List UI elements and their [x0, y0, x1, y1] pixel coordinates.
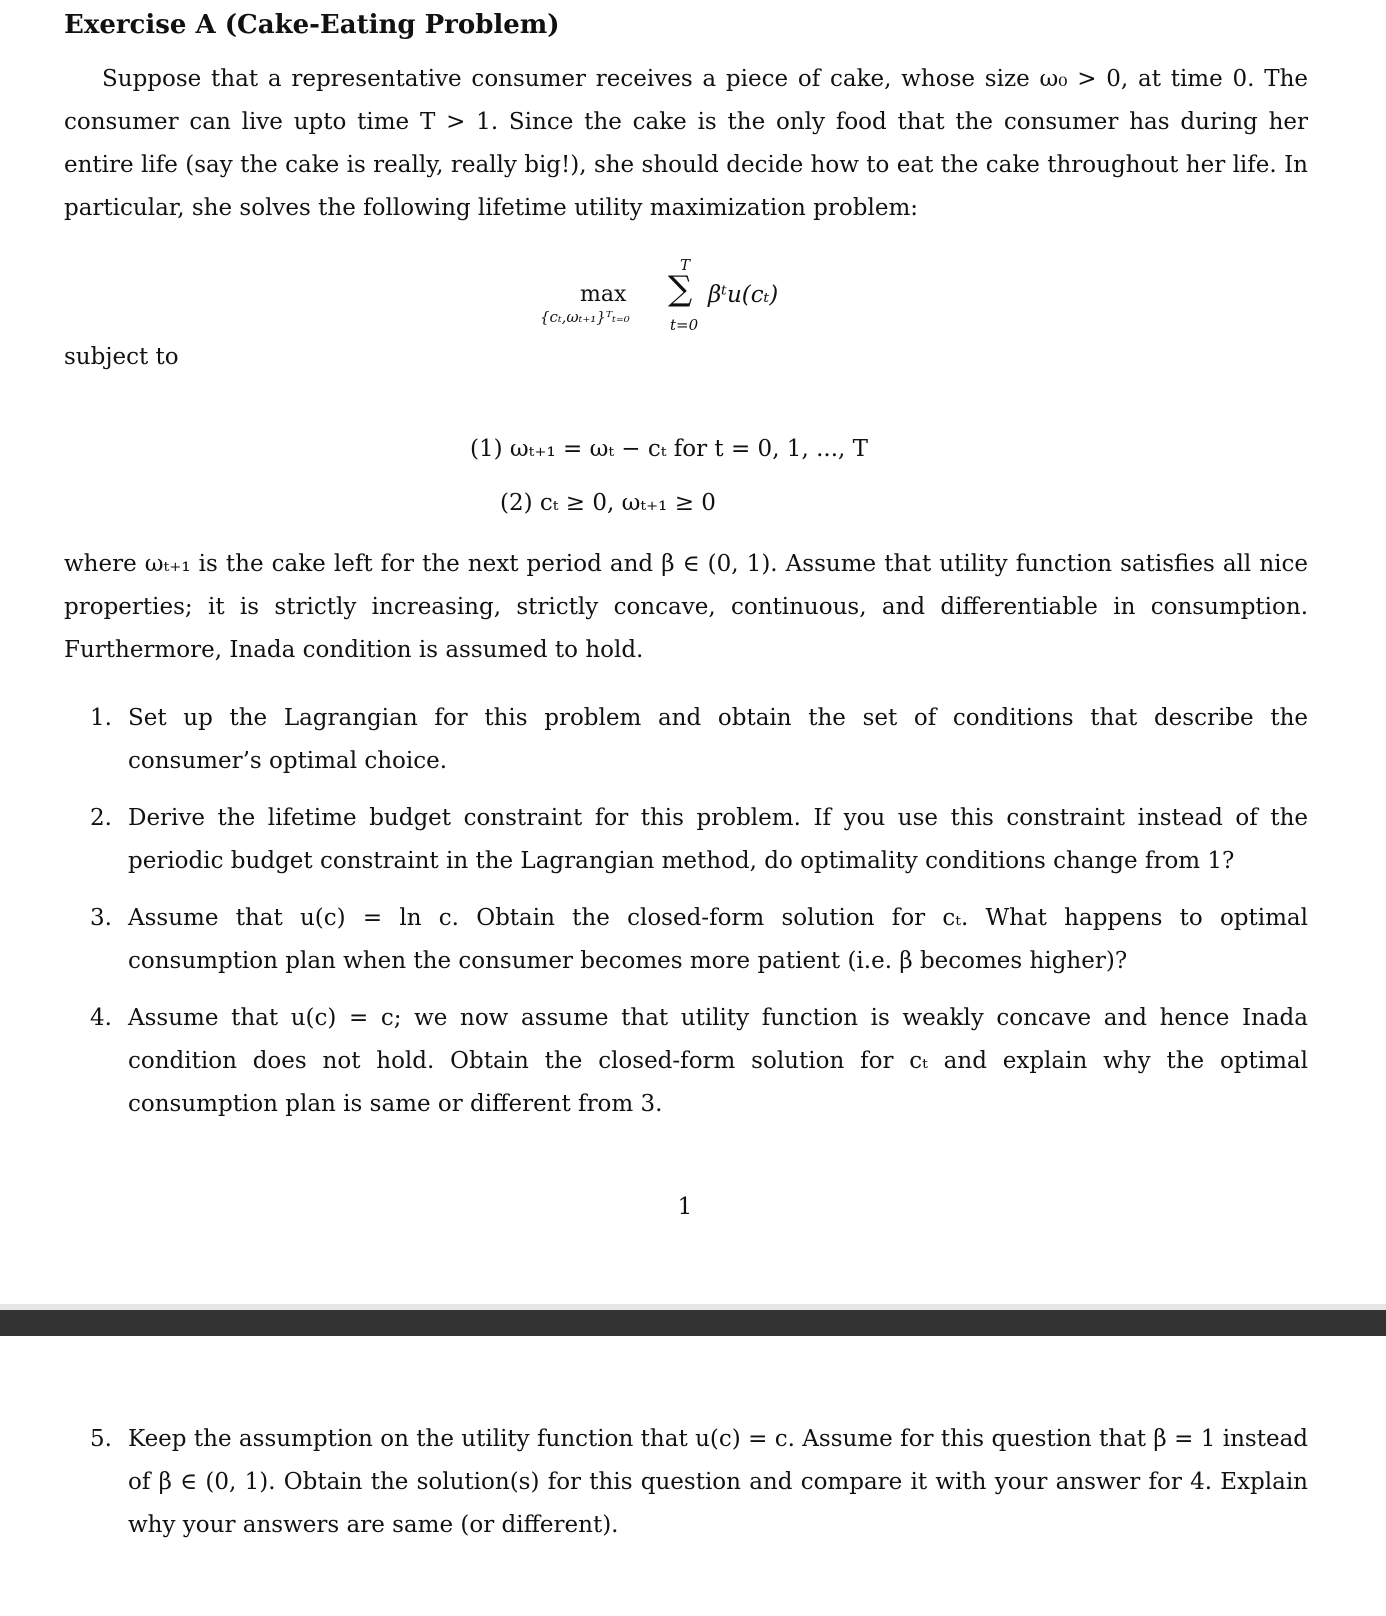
question-4: [90, 997, 1308, 1126]
constraint-2: (2) cₜ ≥ 0, ωₜ₊₁ ≥ 0: [500, 490, 716, 516]
sum-upper-limit: T: [680, 256, 691, 274]
question-number: 5.: [90, 1426, 112, 1452]
question-number: 2.: [90, 805, 112, 831]
max-subscript: {cₜ,ωₜ₊₁}ᵀₜ₌₀: [540, 308, 630, 326]
sum-symbol: ∑: [668, 269, 693, 309]
question-text: Assume that u(c) = c; we now assume that utility function is weakly concave and hence Inada condition does not hold. Obtain the closed-form solution for cₜ and explain why the optimal consumption plan is same or different from 3.: [128, 1005, 1308, 1117]
summand: βᵗu(cₜ): [708, 282, 779, 308]
page-number: 1: [677, 1194, 693, 1220]
question-2: [90, 797, 1308, 883]
max-operator: max: [580, 282, 627, 307]
question-number: 1.: [90, 705, 112, 731]
question-text: Keep the assumption on the utility function that u(c) = c. Assume for this question that β = 1 instead of β ∈ (0, 1). Obtain the solution(s) for this question and compare it with your answer for 4. Explain why your answers are same (or different).: [128, 1426, 1308, 1538]
question-3: [90, 897, 1308, 983]
page-break-divider: [0, 1310, 1386, 1336]
objective-function: [540, 256, 800, 340]
question-5: [90, 1418, 1308, 1547]
question-number: 4.: [90, 1005, 112, 1031]
intro-paragraph: Suppose that a representative consumer receives a piece of cake, whose size ω₀ > 0, at time 0. The consumer can live upto time T > 1. Since the cake is the only food that the consumer has during her entire life (say the cake is really, really big!), she should decide how to eat the cake throughout her life. In particular, she solves the following lifetime utility maximization problem:: [64, 66, 1308, 221]
sum-lower-limit: t=0: [670, 316, 699, 334]
assumptions-paragraph: where ωₜ₊₁ is the cake left for the next period and β ∈ (0, 1). Assume that utility function satisfies all nice properties; it is strictly increasing, strictly concave, continuous, and differentiable in consumption. Furthermore, Inada condition is assumed to hold.: [64, 551, 1308, 663]
exercise-title: Exercise A (Cake-Eating Problem): [64, 10, 560, 40]
question-text: Derive the lifetime budget constraint for this problem. If you use this constraint instead of the periodic budget constraint in the Lagrangian method, do optimality conditions change from 1?: [128, 805, 1308, 874]
question-1: [90, 697, 1308, 783]
constraint-1: (1) ωₜ₊₁ = ωₜ − cₜ for t = 0, 1, ..., T: [470, 436, 868, 462]
subject-to-label: subject to: [64, 344, 179, 370]
question-text: Assume that u(c) = ln c. Obtain the closed-form solution for cₜ. What happens to optimal consumption plan when the consumer becomes more patient (i.e. β becomes higher)?: [128, 905, 1308, 974]
question-text: Set up the Lagrangian for this problem and obtain the set of conditions that describe the consumer’s optimal choice.: [128, 705, 1308, 774]
question-number: 3.: [90, 905, 112, 931]
